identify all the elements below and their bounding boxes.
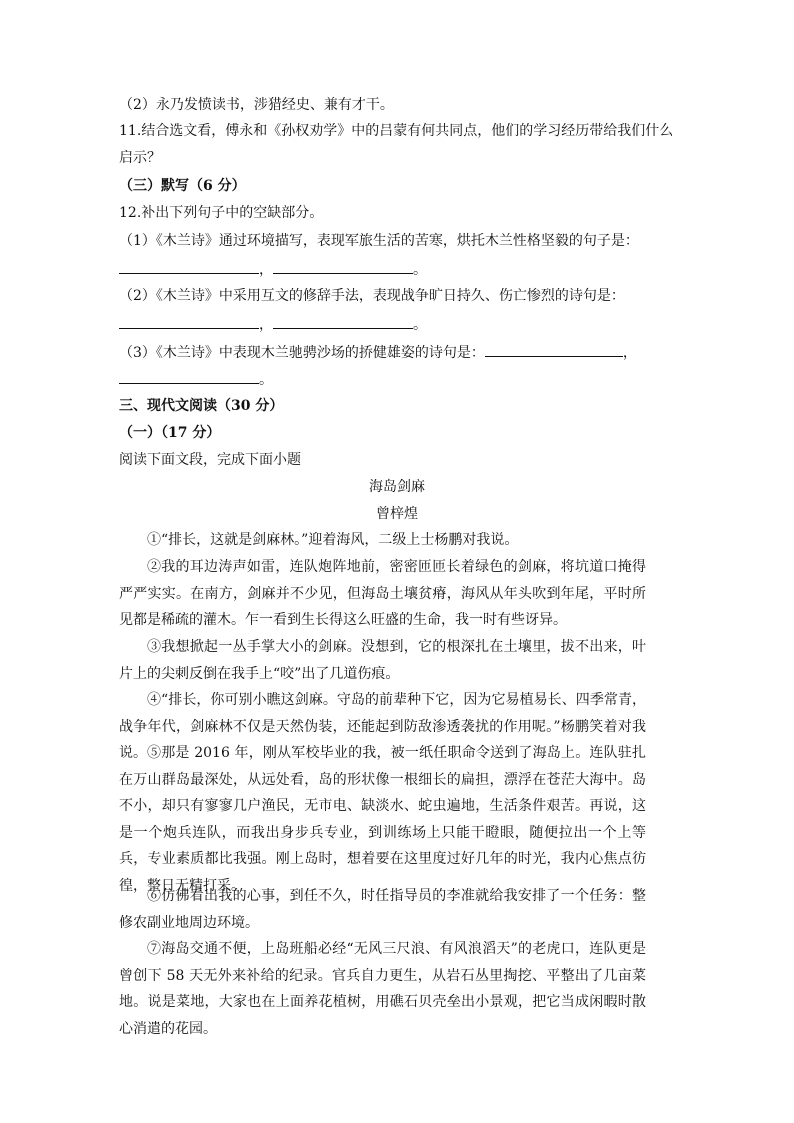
blank xyxy=(273,258,413,274)
q10-item-2: （2）永乃发愤读书，涉猎经史、兼有才干。 xyxy=(119,97,394,113)
blank xyxy=(119,258,259,274)
blank xyxy=(119,368,259,384)
question-11-cont: 启示？ xyxy=(119,150,161,166)
answer-line-12-3: 。 xyxy=(119,368,273,390)
blank xyxy=(485,341,623,357)
part-3-subsection: （一）（17 分） xyxy=(119,425,221,441)
article-paragraph-5: ⑤那是 2016 年，刚从军校毕业的我，被一纸任职命令送到了海岛上。连队驻扎在万山群岛最深处，从远处看，岛的形状像一根细长的扁担，漂浮在苍茫大海中。岛不小，却只有寥寥几户渔民，无市电、缺淡水、蛇虫遍地，生活条件艰苦。再说，这是一个炮兵连队，而我出身步兵专业，到训练场上只能干瞪眼，随便拉出一个上等兵，专业素质都比我强。刚上岛时，想着要在这里度过好几年的时光，我内心焦点彷徨，整日无精打采。 xyxy=(119,745,646,894)
article-paragraph-2: ②我的耳边涛声如雷，连队炮阵地前，密密匝匝长着绿色的剑麻，将坑道口掩得严严实实。在南方，剑麻并不少见，但海岛土壤贫瘠，海风从年头吹到年尾，平时所见都是稀疏的灌木。乍一看到生长得这么旺盛的生命，我一时有些讶异。 xyxy=(119,559,646,628)
article-paragraph-7: ⑦海岛交通不便，上岛班船必经“无风三尺浪、有风浪滔天”的老虎口，连队更是曾创下 58 天无外来补给的纪录。官兵自力更生，从岩石丛里掏挖、平整出了几亩菜地。说是菜地，大家也在上面养花植树，用礁石贝壳垒出小景观，把它当成闲暇时散心消遣的花园。 xyxy=(119,941,646,1037)
question-12-1: （1）《木兰诗》通过环境描写，表现军旅生活的苦寒，烘托木兰性格坚毅的句子是： xyxy=(119,233,639,249)
question-11: 11.结合选文看，傅永和《孙权劝学》中的吕蒙有何共同点，他们的学习经历带给我们什么 xyxy=(119,123,674,139)
reading-instruction: 阅读下面文段，完成下面小题 xyxy=(119,452,301,468)
section-dictation-title: （三）默写（6 分） xyxy=(119,178,246,194)
question-12-3: （3）《木兰诗》中表现木兰驰骋沙场的挢健雄姿的诗句是： ， xyxy=(119,341,637,363)
article-paragraph-1: ①“排长，这就是剑麻林。”迎着海风，二级上士杨鹏对我说。 xyxy=(147,532,519,548)
article-paragraph-6: ⑥仿佛看出我的心事，到任不久，时任指导员的李准就给我安排了一个任务：整修农副业地周边环境。 xyxy=(119,888,646,931)
part-3-title: 三、现代文阅读（30 分） xyxy=(119,398,284,414)
article-author: 曾梓煌 xyxy=(376,506,418,522)
blank xyxy=(119,313,259,329)
answer-line-12-2: ， 。 xyxy=(119,313,427,335)
blank xyxy=(273,313,413,329)
answer-line-12-1: ， 。 xyxy=(119,258,427,280)
article-paragraph-4: ④“排长，你可别小瞧这剑麻。守岛的前辈种下它，因为它易植易长、四季常青，战争年代，剑麻林不仅是天然伪装，还能起到防敌渗透袭扰的作用呢。”杨鹏笑着对我说。 xyxy=(119,692,646,761)
question-12-2: （2）《木兰诗》中采用互文的修辞手法，表现战争旷日持久、伤亡惨烈的诗句是： xyxy=(119,288,625,304)
article-title: 海岛剑麻 xyxy=(369,479,425,495)
question-12: 12.补出下列句子中的空缺部分。 xyxy=(119,205,324,221)
article-paragraph-3: ③我想掀起一丛手掌大小的剑麻。没想到，它的根深扎在土壤里，拔不出来，叶片上的尖刺反倒在我手上“咬”出了几道伤痕。 xyxy=(119,639,646,682)
